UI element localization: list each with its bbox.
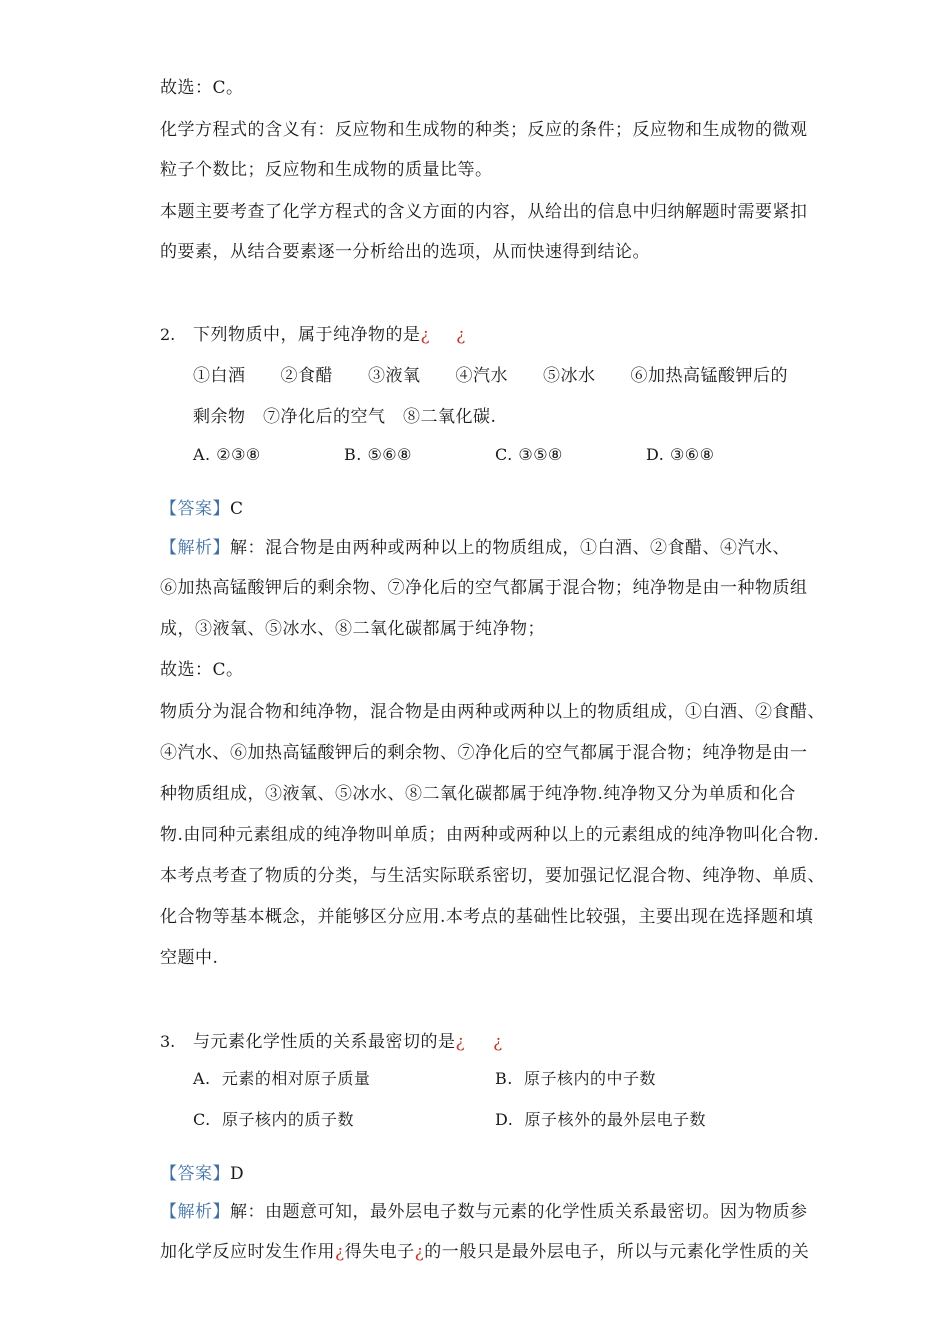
option-text: ②③⑧	[216, 445, 261, 464]
option-c	[495, 443, 563, 467]
option-c	[193, 1108, 354, 1132]
option-a	[193, 443, 261, 467]
answer-value: C	[230, 499, 244, 519]
analysis-tag: 【解析】	[160, 1202, 230, 1222]
answer-line	[160, 1162, 244, 1186]
blank-mark: ¿	[493, 1032, 503, 1052]
analysis-line: ④汽水、⑥加热高锰酸钾后的剩余物、⑦净化后的空气都属于混合物；纯净物是由一	[160, 743, 808, 763]
blank-mark: ¿	[456, 325, 466, 345]
question-stem	[193, 1030, 503, 1054]
blank-mark: ¿	[420, 325, 431, 345]
analysis-text: 得失电子	[344, 1242, 415, 1262]
answer-tag: 【答案】	[160, 499, 230, 519]
analysis-line: 本考点考查了物质的分类，与生活实际联系密切，要加强记忆混合物、纯净物、单质、	[160, 866, 825, 886]
analysis-line	[160, 1240, 809, 1264]
garbled-mark: ¿	[335, 1242, 345, 1262]
analysis-line: 物质分为混合物和纯净物，混合物是由两种或两种以上的物质组成，①白酒、②食醋、	[160, 702, 825, 722]
text-line: 化学方程式的含义有：反应物和生成物的种类；反应的条件；反应物和生成物的微观	[160, 120, 808, 140]
answer-value: D	[230, 1164, 245, 1184]
analysis-text: 加化学反应时发生作用	[160, 1242, 335, 1262]
analysis-line: 空题中.	[160, 948, 219, 968]
analysis-line: 化合物等基本概念，并能够区分应用.本考点的基础性比较强，主要出现在选择题和填	[160, 907, 814, 927]
question-number: 3.	[160, 1032, 176, 1051]
option-letter: A.	[193, 1069, 211, 1088]
analysis-text: 的一般只是最外层电子，所以与元素化学性质的关	[424, 1242, 810, 1262]
analysis-tag: 【解析】	[160, 538, 230, 558]
blank-mark: ¿	[455, 1032, 466, 1052]
option-text: ③⑥⑧	[669, 445, 715, 464]
option-d	[495, 1108, 706, 1132]
option-letter: A.	[193, 445, 211, 464]
option-letter: B.	[344, 445, 362, 464]
option-b	[495, 1067, 656, 1091]
text-line: 的要素，从结合要素逐一分析给出的选项，从而快速得到结论。	[160, 242, 650, 262]
analysis-text: 解：由题意可知，最外层电子数与元素的化学性质关系最密切。因为物质参	[230, 1202, 808, 1222]
analysis-text: 解：混合物是由两种或两种以上的物质组成，①白酒、②食醋、④汽水、	[230, 538, 790, 558]
option-text: 原子核内的质子数	[221, 1110, 354, 1129]
option-text: 元素的相对原子质量	[221, 1069, 371, 1088]
option-letter: C.	[193, 1110, 211, 1129]
question-number: 2.	[160, 325, 176, 344]
analysis-line: ⑥加热高锰酸钾后的剩余物、⑦净化后的空气都属于混合物；纯净物是由一种物质组	[160, 578, 808, 598]
option-text: 原子核外的最外层电子数	[524, 1110, 707, 1129]
option-letter: C.	[495, 445, 513, 464]
item-list-line: 剩余物 ⑦净化后的空气 ⑧二氧化碳.	[193, 407, 497, 427]
option-text: 原子核内的中子数	[524, 1069, 657, 1088]
option-text: ⑤⑥⑧	[367, 445, 412, 464]
text-line: 本题主要考查了化学方程式的含义方面的内容，从给出的信息中归纳解题时需要紧扣	[160, 202, 808, 222]
option-letter: D.	[495, 1110, 514, 1129]
stem-text: 与元素化学性质的关系最密切的是	[193, 1032, 456, 1052]
analysis-line	[160, 1200, 808, 1224]
garbled-mark: ¿	[414, 1242, 425, 1262]
question-stem	[193, 323, 466, 347]
stem-text: 下列物质中，属于纯净物的是	[193, 325, 421, 345]
answer-line	[160, 497, 244, 521]
text-line: 粒子个数比；反应物和生成物的质量比等。	[160, 160, 493, 180]
item-list-line: ①白酒 ②食醋 ③液氧 ④汽水 ⑤冰水 ⑥加热高锰酸钾后的	[193, 366, 788, 386]
option-d	[646, 443, 714, 467]
option-letter: B.	[495, 1069, 513, 1088]
analysis-line: 故选：C。	[160, 660, 244, 680]
text-line: 故选：C。	[160, 78, 244, 98]
option-letter: D.	[646, 445, 665, 464]
analysis-line: 成，③液氧、⑤冰水、⑧二氧化碳都属于纯净物；	[160, 619, 545, 639]
analysis-line	[160, 536, 790, 560]
option-a	[193, 1067, 370, 1091]
analysis-line: 种物质组成，③液氧、⑤冰水、⑧二氧化碳都属于纯净物.纯净物又分为单质和化合	[160, 784, 796, 804]
option-text: ③⑤⑧	[518, 445, 563, 464]
analysis-line: 物.由同种元素组成的纯净物叫单质；由两种或两种以上的元素组成的纯净物叫化合物.	[160, 825, 820, 845]
option-b	[344, 443, 412, 467]
answer-tag: 【答案】	[160, 1164, 230, 1184]
